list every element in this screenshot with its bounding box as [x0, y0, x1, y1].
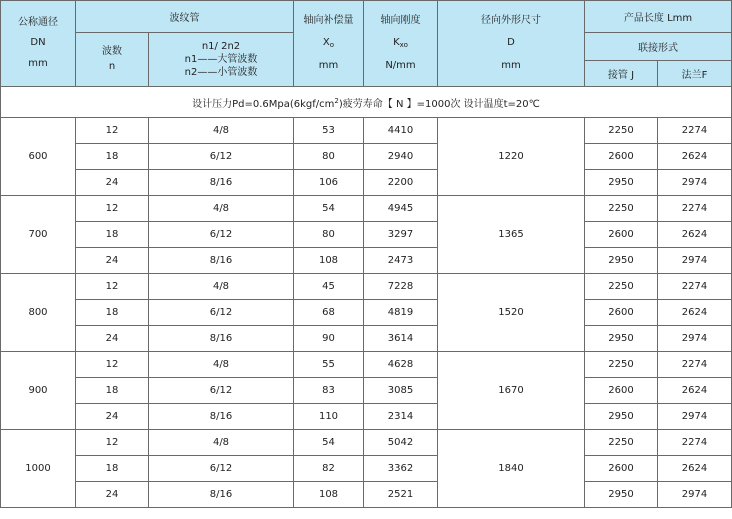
- waves-cell: 18: [76, 144, 149, 170]
- radial-cell: 1840: [438, 430, 585, 508]
- weld-length-cell: 2950: [585, 170, 658, 196]
- axial-stiff-cell: 2200: [364, 170, 438, 196]
- axial-stiff-cell: 4410: [364, 118, 438, 144]
- weld-length-cell: 2950: [585, 482, 658, 508]
- weld-length-cell: 2250: [585, 118, 658, 144]
- n1n2-cell: 4/8: [149, 430, 294, 456]
- axial-comp-cell: 68: [294, 300, 364, 326]
- waves-cell: 18: [76, 300, 149, 326]
- axial-stiff-cell: 5042: [364, 430, 438, 456]
- table-row: [1, 430, 732, 456]
- axial-comp-subscript: o: [329, 41, 335, 50]
- axial-stiff-cell: 2940: [364, 144, 438, 170]
- n1n2-cell: 4/8: [149, 352, 294, 378]
- axial-comp-cell: 106: [294, 170, 364, 196]
- axial-comp-cell: 80: [294, 144, 364, 170]
- note-superscript: 2: [334, 96, 339, 105]
- axial-comp-cell: 108: [294, 482, 364, 508]
- flange-length-cell: 2274: [658, 118, 732, 144]
- n1n2-cell: 4/8: [149, 274, 294, 300]
- flange-length-cell: 2274: [658, 352, 732, 378]
- axial-comp-cell: 54: [294, 196, 364, 222]
- waves-cell: 18: [76, 222, 149, 248]
- weld-length-cell: 2950: [585, 248, 658, 274]
- axial-comp-symbol: X: [322, 37, 330, 49]
- radial-unit: mm: [501, 59, 521, 71]
- table-row: [1, 274, 732, 300]
- table-row: [1, 326, 732, 352]
- length-header: 产品长度 Lmm: [585, 1, 732, 33]
- table-row: [1, 482, 732, 508]
- flange-length-cell: 2624: [658, 300, 732, 326]
- table-row: [1, 222, 732, 248]
- weld-length-cell: 2600: [585, 144, 658, 170]
- axial-comp-header: [294, 1, 364, 87]
- axial-stiff-unit: N/mm: [385, 59, 416, 71]
- axial-comp-cell: 90: [294, 326, 364, 352]
- axial-stiff-cell: 3614: [364, 326, 438, 352]
- weld-length-cell: 2600: [585, 456, 658, 482]
- n1-desc: n1——大管波数: [184, 54, 258, 65]
- axial-comp-cell: 82: [294, 456, 364, 482]
- n1n2-cell: 6/12: [149, 378, 294, 404]
- axial-stiff-cell: 4945: [364, 196, 438, 222]
- table-row: [1, 170, 732, 196]
- axial-stiff-cell: 4819: [364, 300, 438, 326]
- table-row: [1, 196, 732, 222]
- note-part1: 设计压力Pd=0.6Mpa(6kgf/cm: [192, 98, 335, 110]
- n1n2-cell: 8/16: [149, 248, 294, 274]
- waves-symbol: n: [108, 60, 116, 72]
- dn-unit: mm: [28, 57, 48, 69]
- weld-length-cell: 2250: [585, 274, 658, 300]
- n2-desc: n2——小管波数: [184, 67, 258, 78]
- waves-cell: 12: [76, 118, 149, 144]
- waves-cell: 24: [76, 326, 149, 352]
- n1n2-cell: 8/16: [149, 170, 294, 196]
- dn-cell: 600: [1, 118, 76, 196]
- axial-stiff-cell: 7228: [364, 274, 438, 300]
- flange-length-cell: 2974: [658, 404, 732, 430]
- n1n2-cell: 8/16: [149, 482, 294, 508]
- waves-cell: 12: [76, 352, 149, 378]
- weld-length-cell: 2250: [585, 352, 658, 378]
- axial-stiff-cell: 2314: [364, 404, 438, 430]
- n1n2-label: n1/ 2n2: [201, 41, 241, 52]
- dn-cell: 700: [1, 196, 76, 274]
- radial-title: 径向外形尺寸: [481, 14, 541, 26]
- flange-length-cell: 2274: [658, 430, 732, 456]
- waves-cell: 24: [76, 404, 149, 430]
- n1n2-cell: 4/8: [149, 196, 294, 222]
- table-row: [1, 352, 732, 378]
- n1n2-cell: 6/12: [149, 300, 294, 326]
- conn-header: 联接形式: [585, 33, 732, 61]
- flange-length-cell: 2974: [658, 170, 732, 196]
- radial-symbol: D: [507, 37, 515, 49]
- waves-cell: 24: [76, 248, 149, 274]
- radial-header: [438, 1, 585, 87]
- weld-length-cell: 2600: [585, 300, 658, 326]
- axial-stiff-cell: 2521: [364, 482, 438, 508]
- waves-label: 波数: [102, 46, 122, 57]
- dn-title: 公称通径: [18, 16, 58, 28]
- axial-stiff-title: 轴向刚度: [380, 14, 421, 26]
- waves-cell: 24: [76, 482, 149, 508]
- flange-length-cell: 2624: [658, 378, 732, 404]
- table-row: [1, 378, 732, 404]
- table-row: [1, 248, 732, 274]
- flange-length-cell: 2274: [658, 274, 732, 300]
- note-part2: )疲劳寿命【 N 】=1000次 设计温度t=20℃: [338, 98, 540, 110]
- axial-comp-cell: 108: [294, 248, 364, 274]
- axial-comp-cell: 53: [294, 118, 364, 144]
- axial-comp-cell: 83: [294, 378, 364, 404]
- n1n2-cell: 6/12: [149, 222, 294, 248]
- table-row: [1, 118, 732, 144]
- weld-length-cell: 2950: [585, 326, 658, 352]
- axial-stiff-cell: 3362: [364, 456, 438, 482]
- flange-header: 法兰F: [658, 61, 732, 87]
- axial-stiff-cell: 3297: [364, 222, 438, 248]
- flange-length-cell: 2974: [658, 482, 732, 508]
- waves-cell: 18: [76, 456, 149, 482]
- waves-cell: 24: [76, 170, 149, 196]
- waves-cell: 18: [76, 378, 149, 404]
- design-note: [1, 87, 732, 118]
- table-row: [1, 144, 732, 170]
- table-row: [1, 456, 732, 482]
- n1n2-header: [149, 33, 294, 87]
- radial-cell: 1520: [438, 274, 585, 352]
- table-row: [1, 300, 732, 326]
- radial-cell: 1670: [438, 352, 585, 430]
- axial-comp-cell: 110: [294, 404, 364, 430]
- n1n2-cell: 6/12: [149, 456, 294, 482]
- dn-cell: 900: [1, 352, 76, 430]
- axial-comp-cell: 80: [294, 222, 364, 248]
- weld-length-cell: 2250: [585, 196, 658, 222]
- waves-cell: 12: [76, 274, 149, 300]
- n1n2-cell: 4/8: [149, 118, 294, 144]
- axial-comp-unit: mm: [318, 59, 339, 71]
- flange-length-cell: 2974: [658, 248, 732, 274]
- dn-symbol: DN: [30, 37, 46, 49]
- axial-stiff-header: [364, 1, 438, 87]
- weld-header: 接管 J: [585, 61, 658, 87]
- waves-header: [76, 33, 149, 87]
- axial-stiff-cell: 2473: [364, 248, 438, 274]
- dn-header: [1, 1, 76, 87]
- weld-length-cell: 2600: [585, 222, 658, 248]
- table-row: [1, 404, 732, 430]
- n1n2-cell: 8/16: [149, 326, 294, 352]
- flange-length-cell: 2274: [658, 196, 732, 222]
- axial-stiff-cell: 4628: [364, 352, 438, 378]
- axial-stiff-subscript: xo: [399, 41, 408, 50]
- n1n2-cell: 6/12: [149, 144, 294, 170]
- n1n2-cell: 8/16: [149, 404, 294, 430]
- flange-length-cell: 2624: [658, 456, 732, 482]
- dn-cell: 1000: [1, 430, 76, 508]
- axial-comp-cell: 55: [294, 352, 364, 378]
- radial-cell: 1220: [438, 118, 585, 196]
- axial-stiff-symbol: K: [393, 37, 400, 49]
- dn-cell: 800: [1, 274, 76, 352]
- weld-length-cell: 2600: [585, 378, 658, 404]
- weld-length-cell: 2950: [585, 404, 658, 430]
- radial-cell: 1365: [438, 196, 585, 274]
- flange-length-cell: 2624: [658, 222, 732, 248]
- bellows-header: 波纹管: [76, 1, 294, 33]
- waves-cell: 12: [76, 196, 149, 222]
- flange-length-cell: 2624: [658, 144, 732, 170]
- waves-cell: 12: [76, 430, 149, 456]
- flange-length-cell: 2974: [658, 326, 732, 352]
- axial-comp-title: 轴向补偿量: [303, 14, 354, 26]
- axial-comp-cell: 54: [294, 430, 364, 456]
- axial-comp-cell: 45: [294, 274, 364, 300]
- axial-stiff-cell: 3085: [364, 378, 438, 404]
- weld-length-cell: 2250: [585, 430, 658, 456]
